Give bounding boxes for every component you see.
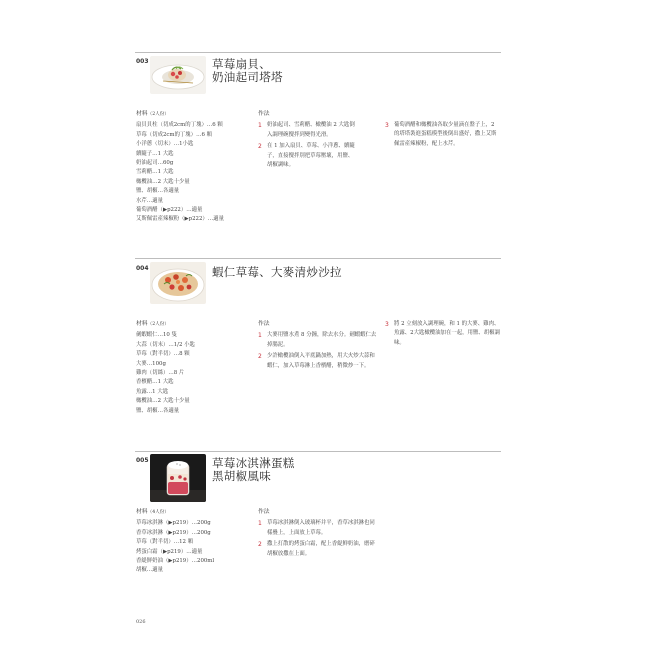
- ingredients-heading: 材料（2人份）: [136, 111, 169, 117]
- step-number: 2: [258, 541, 262, 549]
- step-text: 撒上打散的烤蛋白霜，配上香緹鮮奶油，磨碎胡椒放撒在上面。: [267, 541, 375, 557]
- step-number: 1: [258, 332, 262, 340]
- method-steps-continued: [385, 320, 501, 350]
- recipe-number: 003: [136, 58, 149, 65]
- ingredient-item: 奶油起司…60g: [136, 160, 174, 167]
- ingredient-item: 葡萄酒醋（▶p222）…適量: [136, 207, 203, 214]
- section-divider: [135, 451, 501, 452]
- method-heading: 作法: [258, 111, 270, 117]
- ingredient-item: 香草冰淇淋（▶p219）…200g: [136, 529, 211, 536]
- ingredient-item: 草莓冰淇淋（▶p219）…200g: [136, 520, 211, 527]
- method-step: [258, 352, 380, 371]
- ingredient-item: 鹽、胡椒…各適量: [136, 407, 180, 414]
- ingredient-item: 雪莉醋…1 大匙: [136, 169, 174, 176]
- recipe-title-line2: 黑胡椒風味: [212, 469, 271, 483]
- method-step: [385, 121, 501, 149]
- recipe-number: 004: [136, 265, 149, 272]
- step-text: 在 1 加入扇貝、草莓、小洋蔥、續隨子，直接攪拌別把草莓壓壞，用鹽、胡椒調味。: [267, 143, 355, 169]
- step-text: 大麥用鹽水煮 8 分鐘，除去水分。劍蝦蝦仁去掉腸泥。: [267, 332, 377, 348]
- section-divider: [135, 52, 501, 53]
- step-text: 將 2 立刻放入調理碗，和 1 的大麥、雞肉、魚露、2大匙橄欖油加在一起，用鹽、胡椒調味。: [394, 321, 500, 346]
- step-number: 3: [385, 122, 389, 129]
- method-step: [258, 142, 358, 170]
- ingredient-item: 水芹…適量: [136, 197, 163, 204]
- step-text: 葡萄酒醋和橄欖油各取少量滴在盤子上，2 的塔塔裝進蛋糕模型後倒出盛好，撒上艾斯佩雷產辣椒粉，配上水芹。: [394, 122, 497, 147]
- ingredient-item: 大蒜（切末）…1/2 小匙: [136, 341, 195, 348]
- ingredient-item: 大麥…100g: [136, 360, 166, 367]
- step-number: 3: [385, 321, 389, 328]
- ingredient-item: 續隨子…1 大匙: [136, 150, 174, 157]
- page-number: 026: [136, 619, 146, 625]
- ingredient-item: 扇貝貝柱（切成2cm的丁塊）…6 顆: [136, 122, 223, 129]
- recipe-number: 005: [136, 457, 149, 464]
- method-step: [385, 320, 501, 348]
- method-step: [258, 519, 380, 538]
- ingredient-item: 橄欖油…2 大匙十少量: [136, 398, 190, 405]
- ingredient-item: 香檳醋…1 大匙: [136, 379, 174, 386]
- step-number: 1: [258, 122, 262, 130]
- ingredient-item: 烤蛋白霜（▶p219）…適量: [136, 548, 203, 555]
- step-text: 少許橄欖油倒入平底鍋加熱，用大火炒大蒜和蝦仁，加入草莓淋上香檳醋，稍微炒一下。: [267, 353, 375, 369]
- ingredient-item: 香緹鮮奶油（▶p219）…200ml: [136, 558, 215, 565]
- ingredients-heading: 材料（4人份）: [136, 509, 169, 515]
- dish-photo-scallop-tartare: [150, 56, 206, 94]
- method-heading: 作法: [258, 509, 270, 515]
- ingredients-heading: 材料（2人份）: [136, 321, 169, 327]
- ingredient-item: 橄欖油…2 大匙十少量: [136, 178, 190, 185]
- ingredients-list: [136, 320, 256, 416]
- dish-photo-icecream-cake: [150, 454, 206, 502]
- ingredient-item: 胡椒…適量: [136, 567, 163, 574]
- method-section: [258, 110, 358, 172]
- step-number: 1: [258, 520, 262, 528]
- method-section: [258, 320, 380, 373]
- method-section: [258, 508, 380, 561]
- recipe-title-line1: 草莓扇貝、: [212, 57, 271, 71]
- ingredient-item: 草莓（對半切）…12 顆: [136, 539, 194, 546]
- ingredient-item: 鹽、胡椒…各適量: [136, 188, 180, 195]
- ingredient-item: 雞肉（切絲）…8 片: [136, 370, 185, 377]
- step-text: 草莓冰淇淋倒入玻璃杯并平，香草冰淇淋也同樣疊上，上面放上草莓。: [267, 520, 375, 536]
- ingredient-item: 艾斯佩雷產辣椒粉（▶p222）…適量: [136, 216, 224, 223]
- ingredient-item: 小洋蔥（切末）…1小匙: [136, 141, 194, 148]
- dish-photo-shrimp-salad: [150, 262, 206, 304]
- recipe-title-line1: 蝦仁草莓、大麥清炒沙拉: [212, 265, 342, 279]
- method-steps-continued: [385, 121, 501, 151]
- step-number: 2: [258, 143, 262, 151]
- step-text: 奶油起司、雪莉醋、橄欖油 2 大匙倒入調理碗攪拌到變得光滑。: [267, 122, 355, 138]
- ingredient-item: 草莓（對半切）…8 顆: [136, 351, 190, 358]
- ingredients-list: [136, 508, 256, 576]
- ingredient-item: 劍蝦蝦仁…10 隻: [136, 332, 177, 339]
- method-step: [258, 331, 380, 350]
- recipe-title-line1: 草莓冰淇淋蛋糕: [212, 456, 295, 470]
- recipe-title: [212, 266, 342, 279]
- method-step: [258, 121, 358, 140]
- recipe-title: [212, 457, 295, 483]
- section-divider: [135, 258, 501, 259]
- ingredient-item: 草莓（切成2cm的丁塊）…6 顆: [136, 131, 213, 138]
- ingredients-list: [136, 110, 256, 225]
- recipe-title: [212, 58, 283, 84]
- ingredient-item: 魚露…1 大匙: [136, 388, 169, 395]
- recipe-title-line2: 奶油起司塔塔: [212, 70, 283, 84]
- step-number: 2: [258, 353, 262, 361]
- method-heading: 作法: [258, 321, 270, 327]
- method-step: [258, 540, 380, 559]
